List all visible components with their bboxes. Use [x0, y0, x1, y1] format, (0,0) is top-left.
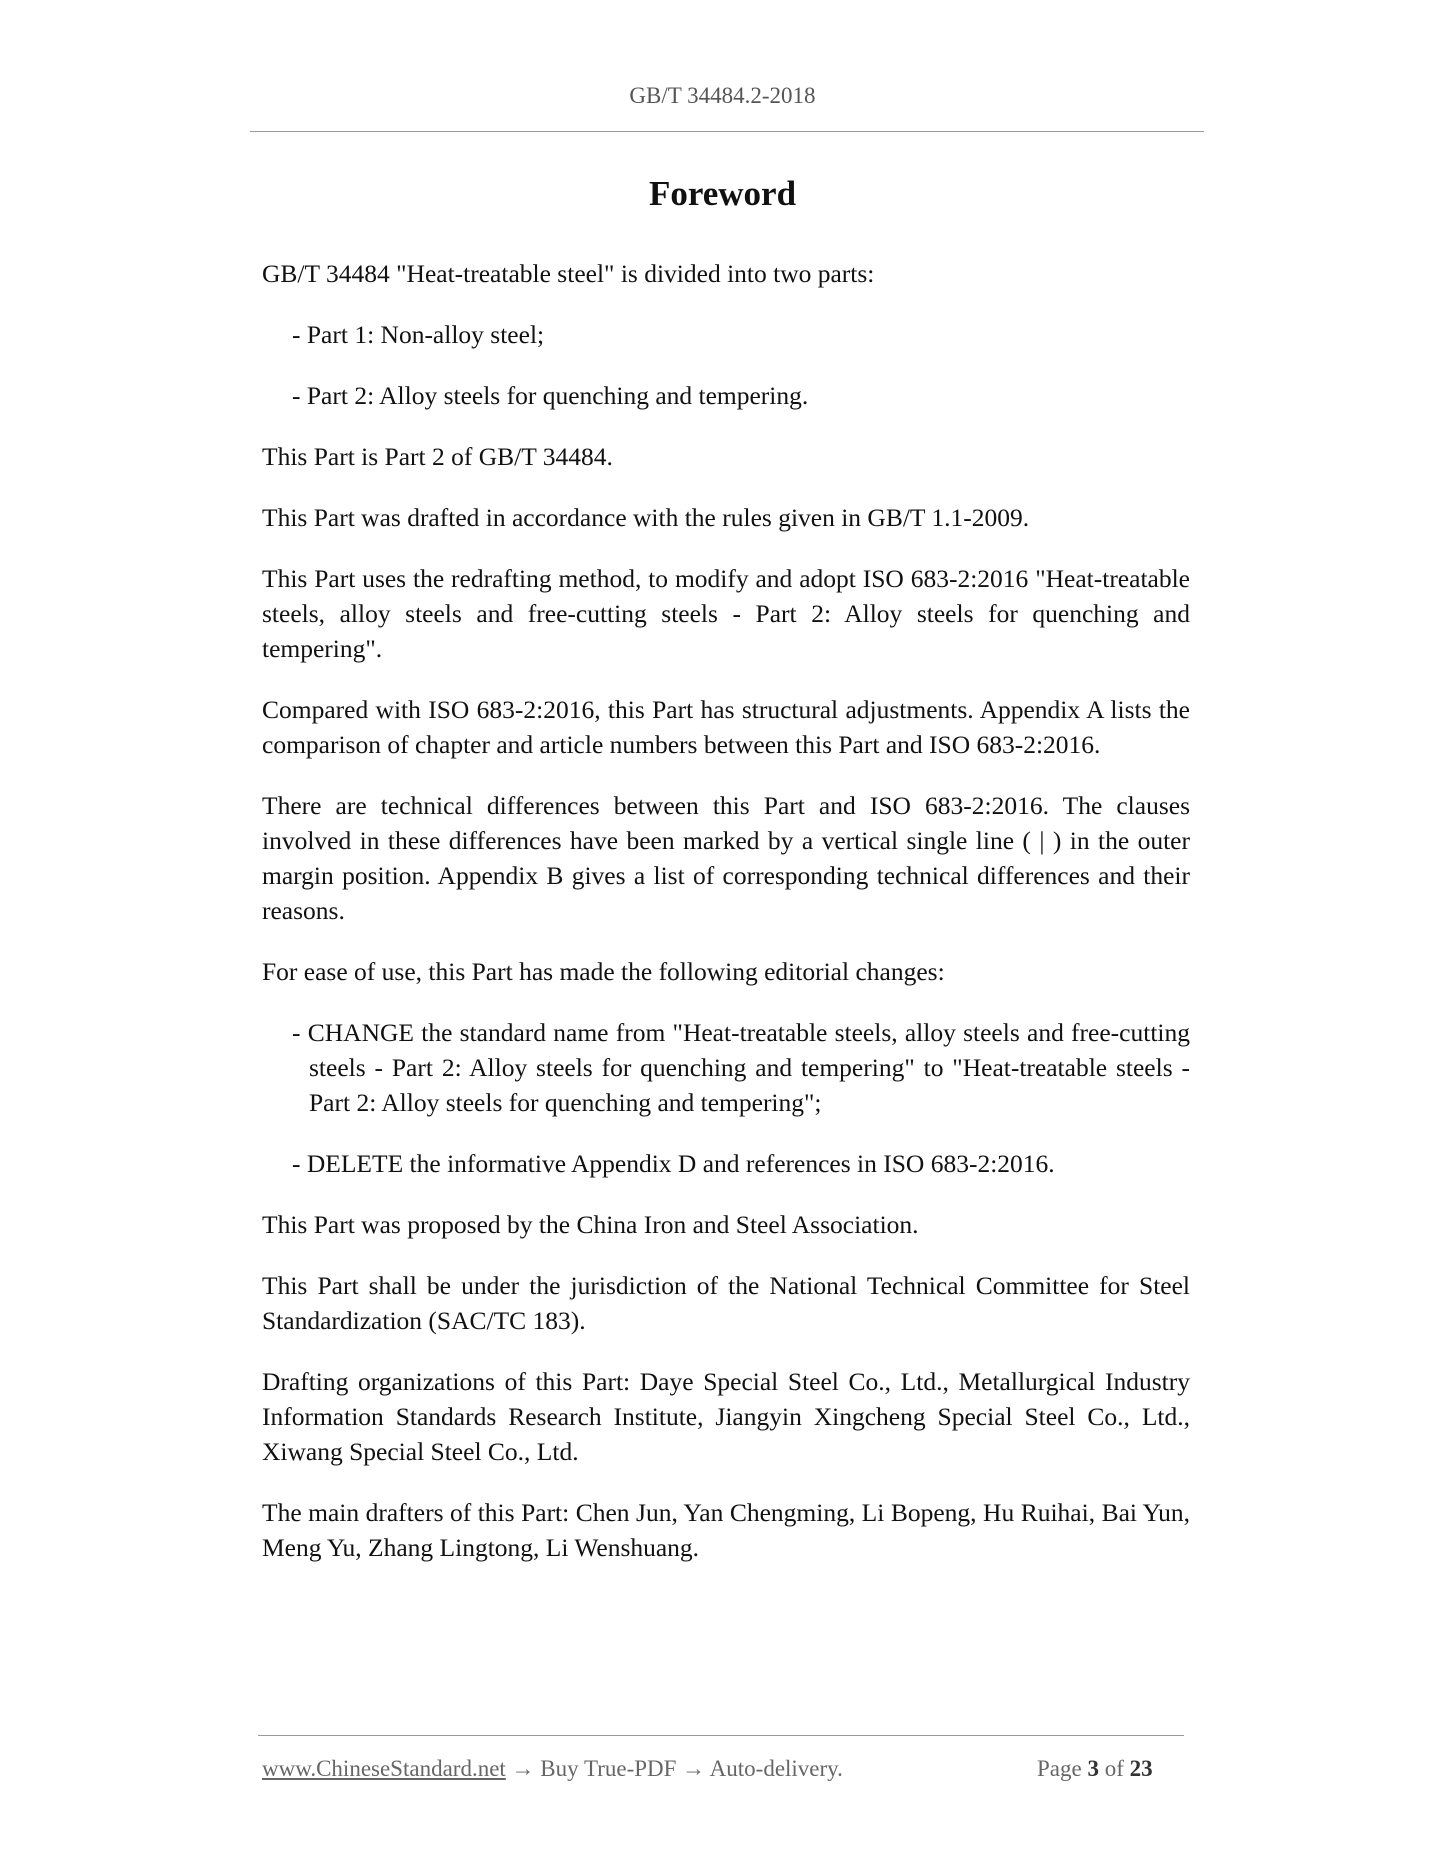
header-doc-number: GB/T 34484.2-2018	[629, 83, 816, 108]
paragraph: This Part was proposed by the China Iron and Steel Association.	[262, 1210, 919, 1239]
website-link[interactable]: www.ChineseStandard.net	[262, 1756, 506, 1781]
paragraph: Drafting organizations of this Part: Daye Special Steel Co., Ltd., Metallurgical Industry Information Standards Research Institute, Jiangyin Xingcheng Special Steel Co., Ltd., Xiwang Special Steel Co., Ltd.	[262, 1367, 1190, 1466]
paragraph: For ease of use, this Part has made the following editorial changes:	[262, 957, 945, 986]
paragraph: This Part uses the redrafting method, to modify and adopt ISO 683-2:2016 "Heat-treatable steels, alloy steels and free-cutting steels - Part 2: Alloy steels for quenching and tempering".	[262, 564, 1190, 663]
paragraph: This Part is Part 2 of GB/T 34484.	[262, 442, 613, 471]
intro-paragraph: GB/T 34484 "Heat-treatable steel" is divided into two parts:	[262, 259, 875, 288]
change-list-item: - CHANGE the standard name from "Heat-treatable steels, alloy steels and free-cutting steels - Part 2: Alloy steels for quenching and tempering" to "Heat-treatable steels - Part 2: Alloy steels for quenching and tempering";	[292, 1018, 1190, 1117]
paragraph: Compared with ISO 683-2:2016, this Part has structural adjustments. Appendix A lists the comparison of chapter and article numbers between this Part and ISO 683-2:2016.	[262, 695, 1190, 759]
change-list-item: - DELETE the informative Appendix D and references in ISO 683-2:2016.	[292, 1149, 1055, 1178]
header-divider	[250, 131, 1204, 132]
document-body	[262, 256, 1190, 1591]
paragraph: The main drafters of this Part: Chen Jun, Yan Chengming, Li Bopeng, Hu Ruihai, Bai Yun, Meng Yu, Zhang Lingtong, Li Wenshuang.	[262, 1498, 1190, 1562]
of-label: of	[1098, 1756, 1130, 1781]
page-title: Foreword	[648, 174, 797, 213]
page-label: Page	[1037, 1756, 1088, 1781]
page-indicator	[1037, 1757, 1153, 1780]
page-current: 3	[1087, 1756, 1099, 1781]
footer-divider	[258, 1735, 1184, 1736]
page-total: 23	[1129, 1756, 1153, 1781]
paragraph: This Part was drafted in accordance with the rules given in GB/T 1.1-2009.	[262, 503, 1030, 532]
paragraph: This Part shall be under the jurisdiction of the National Technical Committee for Steel Standardization (SAC/TC 183).	[262, 1271, 1190, 1335]
footer-promo	[262, 1757, 843, 1780]
footer-tagline: → Buy True-PDF → Auto-delivery.	[505, 1756, 843, 1781]
part-list-item: - Part 2: Alloy steels for quenching and tempering.	[292, 381, 809, 410]
part-list-item: - Part 1: Non-alloy steel;	[292, 320, 545, 349]
paragraph: There are technical differences between this Part and ISO 683-2:2016. The clauses involved in these differences have been marked by a vertical single line ( | ) in the outer margin position. Appendix B gives a list of corresponding technical differences and their reasons.	[262, 791, 1190, 925]
